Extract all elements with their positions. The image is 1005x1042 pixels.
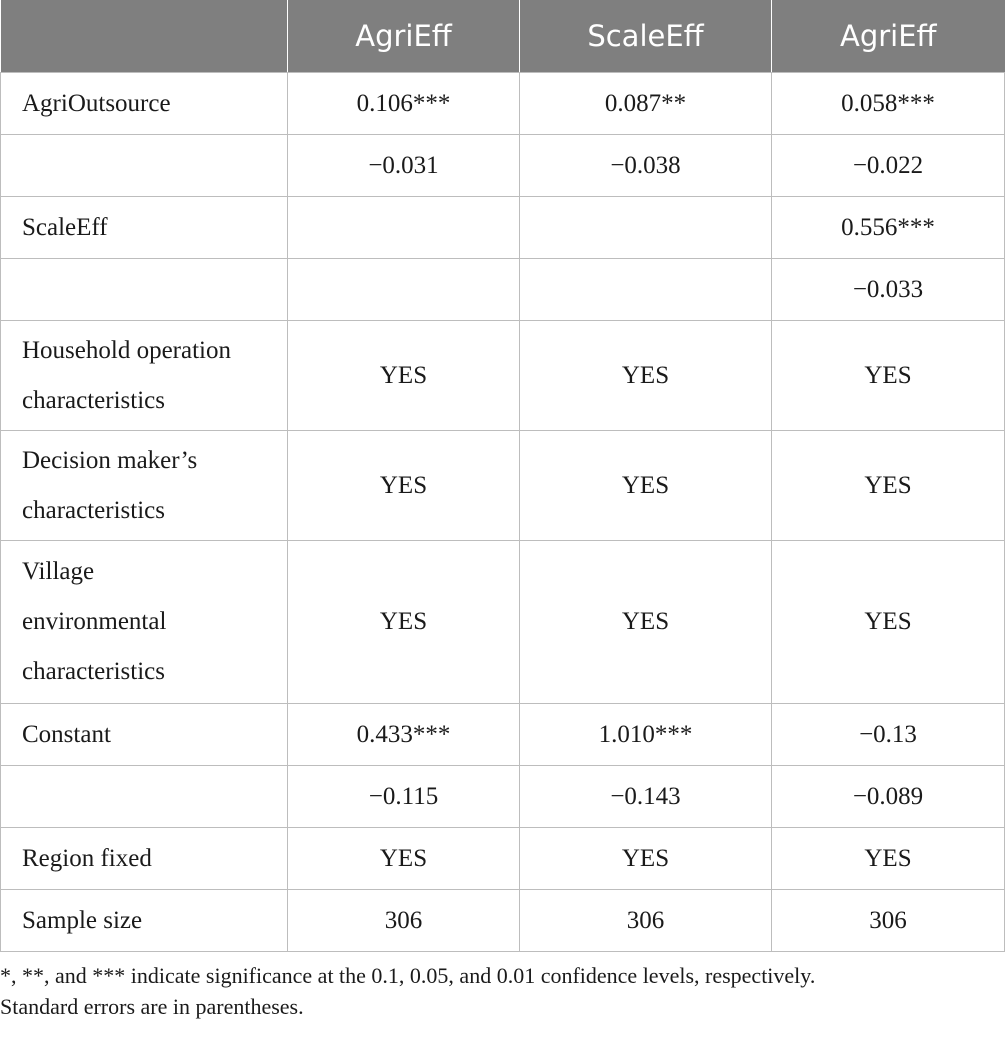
cell-value: YES [288,541,520,704]
cell-value: −0.031 [288,135,520,197]
cell-value: 1.010*** [520,704,772,766]
row-label: Sample size [1,890,288,952]
table-row [1,828,1005,890]
cell-value: 306 [288,890,520,952]
cell-value: YES [288,828,520,890]
row-label: AgriOutsource [1,73,288,135]
table-footnote [0,960,1005,1022]
cell-value: 306 [520,890,772,952]
cell-value: −0.115 [288,766,520,828]
row-label: ScaleEff [1,197,288,259]
cell-value: YES [772,828,1005,890]
cell-value: YES [772,541,1005,704]
table-row [1,197,1005,259]
cell-value: −0.143 [520,766,772,828]
table-row [1,135,1005,197]
header-cell-blank [1,0,288,73]
table-row [1,541,1005,704]
row-label: Household operation characteristics [1,321,288,431]
table-row [1,321,1005,431]
table-row [1,890,1005,952]
cell-value: 0.058*** [772,73,1005,135]
cell-value: YES [288,431,520,541]
cell-value: YES [520,431,772,541]
cell-value: −0.022 [772,135,1005,197]
cell-value: 0.106*** [288,73,520,135]
row-label: Constant [1,704,288,766]
header-cell-scaleeff: ScaleEff [520,0,772,73]
table-row [1,431,1005,541]
cell-value: 0.087** [520,73,772,135]
cell-value: YES [772,321,1005,431]
table-row [1,704,1005,766]
cell-value: YES [520,541,772,704]
cell-value [288,197,520,259]
row-label [1,259,288,321]
row-label: Region fixed [1,828,288,890]
row-label [1,135,288,197]
cell-value: YES [288,321,520,431]
row-label: Village environmental characteristics [1,541,288,704]
cell-value: −0.033 [772,259,1005,321]
footnote-significance: *, **, and *** indicate significance at the 0.1, 0.05, and 0.01 confidence levels, respectively. [0,963,816,988]
cell-value [520,259,772,321]
header-cell-agrieff-1: AgriEff [288,0,520,73]
header-row [1,0,1005,73]
cell-value [520,197,772,259]
cell-value: 0.433*** [288,704,520,766]
cell-value [288,259,520,321]
table-row [1,766,1005,828]
cell-value: −0.038 [520,135,772,197]
cell-value: −0.13 [772,704,1005,766]
table-row [1,259,1005,321]
row-label: Decision maker’s characteristics [1,431,288,541]
table-row [1,73,1005,135]
cell-value: YES [520,828,772,890]
cell-value: YES [772,431,1005,541]
cell-value: −0.089 [772,766,1005,828]
cell-value: YES [520,321,772,431]
cell-value: 0.556*** [772,197,1005,259]
cell-value: 306 [772,890,1005,952]
header-cell-agrieff-2: AgriEff [772,0,1005,73]
footnote-standard-errors: Standard errors are in parentheses. [0,994,304,1019]
row-label [1,766,288,828]
